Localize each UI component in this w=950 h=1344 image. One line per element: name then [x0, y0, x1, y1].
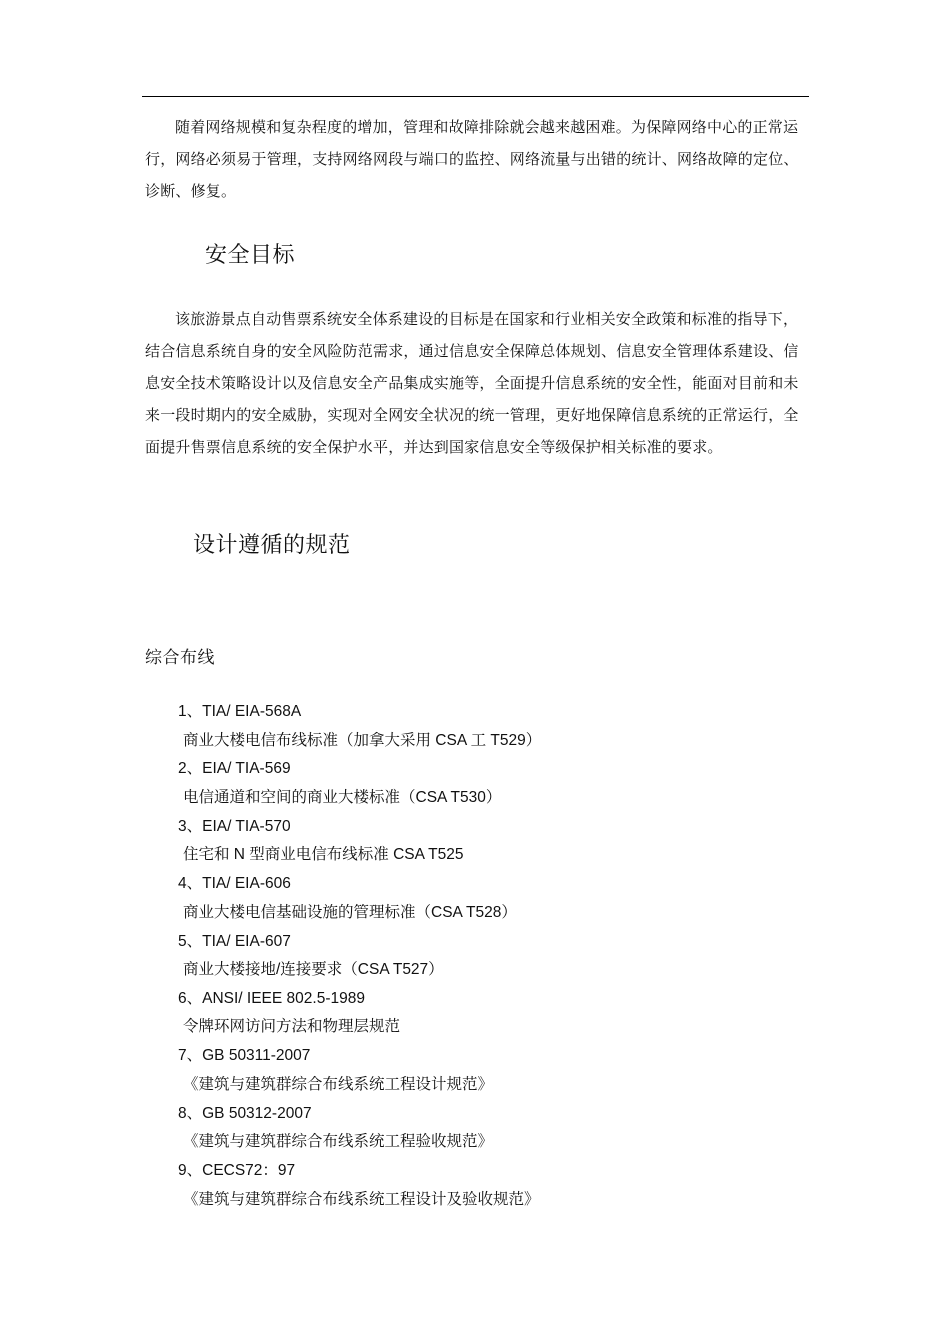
standard-item: [0, 755, 950, 812]
subheading-integrated-cabling: 综合布线: [145, 648, 215, 668]
standard-description: 商业大楼电信布线标准（加拿大采用 CSA 工 T529）: [183, 731, 542, 749]
paragraph-network-management: 随着网络规模和复杂程度的增加，管理和故障排除就会越来越困难。为保障网络中心的正常运行，网络必须易于管理，支持网络网段与端口的监控、网络流量与出错的统计、网络故障的定位、诊断、修复。: [145, 118, 799, 200]
standard-description: 令牌环网访问方法和物理层规范: [183, 1018, 401, 1036]
standard-description: 《建筑与建筑群综合布线系统工程验收规范》: [183, 1133, 494, 1151]
standard-item: [0, 870, 950, 927]
standard-description: 《建筑与建筑群综合布线系统工程设计规范》: [183, 1075, 494, 1093]
standard-item: [0, 1157, 950, 1214]
header-rule: [142, 96, 809, 97]
standard-item: [0, 698, 950, 755]
heading-security-goals: 安全目标: [205, 243, 296, 268]
standard-code: 5、TIA/ EIA-607: [178, 932, 291, 950]
standard-code: 4、TIA/ EIA-606: [178, 875, 291, 893]
standard-item: [0, 928, 950, 985]
standard-code: 6、ANSI/ IEEE 802.5-1989: [178, 989, 365, 1007]
standard-item: [0, 1042, 950, 1099]
standard-code: 8、GB 50312-2007: [178, 1104, 312, 1122]
standard-description: 《建筑与建筑群综合布线系统工程设计及验收规范》: [183, 1190, 540, 1208]
standard-description: 商业大楼电信基础设施的管理标准（CSA T528）: [183, 903, 517, 921]
paragraph-security-goals: 该旅游景点自动售票系统安全体系建设的目标是在国家和行业相关安全政策和标准的指导下，结合信息系统自身的安全风险防范需求，通过信息安全保障总体规划、信息安全管理体系建设、信息安全技术策略设计以及信息安全产品集成实施等，全面提升信息系统的安全性，能面对目前和未来一段时期内的安全威胁，实现对全网安全状况的统一管理，更好地保障信息系统的正常运行，全面提升售票信息系统的安全保护水平，并达到国家信息安全等级保护相关标准的要求。: [145, 310, 799, 456]
heading-design-standards: 设计遵循的规范: [193, 533, 351, 558]
standard-code: 3、EIA/ TIA-570: [178, 817, 291, 835]
standard-code: 7、GB 50311-2007: [178, 1047, 311, 1065]
standard-code: 9、CECS72：97: [178, 1162, 296, 1180]
standard-description: 住宅和 N 型商业电信布线标准 CSA T525: [183, 846, 464, 864]
standard-item: [0, 1100, 950, 1157]
standard-item: [0, 985, 950, 1042]
standard-description: 电信通道和空间的商业大楼标准（CSA T530）: [183, 788, 502, 806]
standard-code: 1、TIA/ EIA-568A: [178, 703, 302, 720]
standard-item: [0, 813, 950, 870]
standard-description: 商业大楼接地/连接要求（CSA T527）: [183, 961, 444, 979]
standards-list: [0, 698, 950, 1215]
standard-code: 2、EIA/ TIA-569: [178, 760, 291, 778]
